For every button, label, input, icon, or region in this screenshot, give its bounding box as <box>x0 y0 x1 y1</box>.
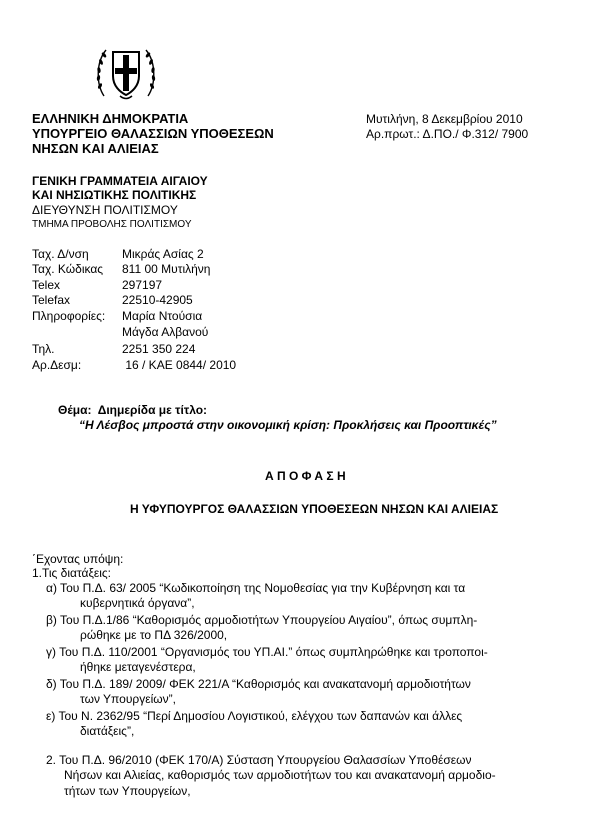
contact-row <box>32 342 195 356</box>
dept-line-4: ΤΜΗΜΑ ΠΡΟΒΟΛΗΣ ΠΟΛΙΤΙΣΜΟΥ <box>32 219 192 230</box>
contact-row <box>32 309 202 323</box>
contact-value: Μάγδα Αλβανού <box>122 325 209 339</box>
considering-intro: ΄Εχοντας υπόψη: <box>32 552 124 566</box>
item-2-line-3: τήτων των Υπουργείων, <box>64 784 191 798</box>
dept-line-1: ΓΕΝΙΚΗ ΓΡΑΜΜΑΤΕΙΑ ΑΙΓΑΙΟΥ <box>32 174 208 188</box>
org-line-2: ΥΠΟΥΡΓΕΙΟ ΘΑΛΑΣΣΙΩΝ ΥΠΟΘΕΣΕΩΝ <box>32 126 274 141</box>
contact-label: Τηλ. <box>32 342 55 356</box>
contact-value: 811 00 Μυτιλήνη <box>122 262 211 276</box>
contact-label: Ταχ. Δ/νση <box>32 247 89 261</box>
item-1: 1.Τις διατάξεις: <box>32 566 111 580</box>
clause-c-line-1: γ) Του Π.Δ. 110/2001 “Οργανισμός του ΥΠ.ΑΙ.” όπως συμπληρώθηκε και τροποποι- <box>46 645 488 659</box>
clause-c-line-2: ήθηκε μεταγενέστερα, <box>80 660 196 674</box>
org-line-1: ΕΛΛΗΝΙΚΗ ΔΗΜΟΚΡΑΤΙΑ <box>32 111 189 126</box>
clause-a-line-1: α) Του Π.Δ. 63/ 2005 “Κωδικοποίηση της Νομοθεσίας για την Κυβέρνηση και τα <box>46 581 466 595</box>
dept-line-3: ΔΙΕΥΘΥΝΣΗ ΠΟΛΙΤΙΣΜΟΥ <box>32 203 178 217</box>
clause-d-line-1: δ) Του Π.Δ. 189/ 2009/ ΦΕΚ 221/Α “Καθορισμός και ανακατανομή αρμοδιοτήτων <box>46 677 471 691</box>
contact-label: Telefax <box>32 293 71 307</box>
subject-title-intro: Διημερίδα με τίτλο: <box>97 403 208 417</box>
dept-line-2: ΚΑΙ ΝΗΣΙΩΤΙΚΗΣ ΠΟΛΙΤΙΚΗΣ <box>32 188 197 202</box>
contact-row <box>32 278 162 292</box>
contact-value: Μικράς Ασίας 2 <box>122 247 204 261</box>
contact-row <box>32 293 193 307</box>
contact-row <box>32 247 204 261</box>
contact-label: Telex <box>32 278 61 292</box>
clause-b-line-2: ρώθηκε με το ΠΔ 326/2000, <box>80 628 228 642</box>
contact-label: Αρ.Δεσμ: <box>32 358 82 372</box>
clause-a-line-2: κυβερνητικά όργανα”, <box>80 596 195 610</box>
greek-emblem-icon <box>94 44 158 102</box>
contact-label: Πληροφορίες: <box>32 309 106 323</box>
document-date: Μυτιλήνη, 8 Δεκεμβρίου 2010 <box>366 112 523 126</box>
contact-row <box>32 262 210 276</box>
contact-value: 22510-42905 <box>122 293 193 307</box>
subject-label: Θέμα: <box>58 403 92 417</box>
contact-row <box>32 325 208 339</box>
clause-d-line-2: των Υπουργείων”, <box>80 692 176 706</box>
item-2-line-1: 2. Του Π.Δ. 96/2010 (ΦΕΚ 170/Α) Σύσταση Υπουργείου Θαλασσίων Υποθέσεων <box>46 753 472 767</box>
contact-value: 2251 350 224 <box>122 342 196 356</box>
contact-value: 297197 <box>122 278 163 292</box>
clause-e-line-2: διατάξεις”, <box>80 724 135 738</box>
subject-line-1 <box>58 403 207 417</box>
issuing-authority: Η ΥΦΥΠΟΥΡΓΟΣ ΘΑΛΑΣΣΙΩΝ ΥΠΟΘΕΣΕΩΝ ΝΗΣΩΝ ΚΑΙ ΑΛΙΕΙΑΣ <box>130 502 499 516</box>
item-2-line-2: Νήσων και Αλιείας, καθορισμός των αρμοδιοτήτων του και ανακατανομή αρμοδιο- <box>64 768 496 782</box>
decision-title: Α Π Ο Φ Α Σ Η <box>265 469 346 483</box>
clause-b-line-1: β) Του Π.Δ.1/86 “Καθορισμός αρμοδιοτήτων Υπουργείου Αιγαίου”, όπως συμπλη- <box>46 613 478 627</box>
protocol-number: Αρ.πρωτ.: Δ.ΠΟ./ Φ.312/ 7900 <box>366 127 529 141</box>
subject-title: “Η Λέσβος μπροστά στην οικονομική κρίση: Προκλήσεις και Προοπτικές” <box>79 418 497 432</box>
contact-label: Ταχ. Κώδικας <box>32 262 104 276</box>
contact-row <box>32 358 236 372</box>
contact-value: Μαρία Ντούσια <box>122 309 203 323</box>
clause-e-line-1: ε) Του Ν. 2362/95 “Περί Δημοσίου Λογιστικού, ελέγχου των δαπανών και άλλες <box>46 709 463 723</box>
contact-value: 16 / ΚΑΕ 0844/ 2010 <box>122 358 237 372</box>
org-line-3: ΝΗΣΩΝ ΚΑΙ ΑΛΙΕΙΑΣ <box>32 141 159 156</box>
